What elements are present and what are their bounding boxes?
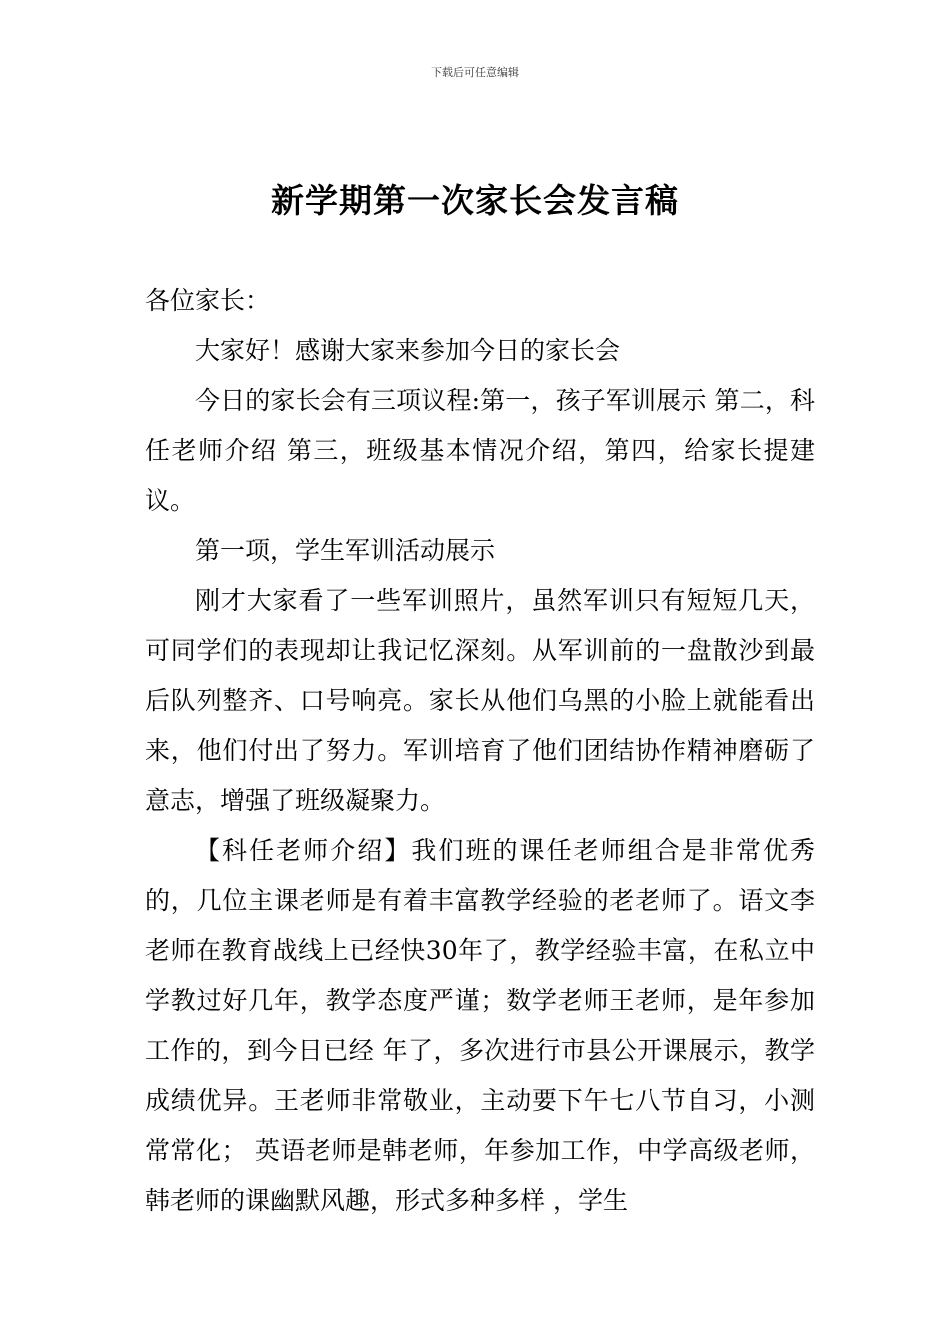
paragraph-section-heading: 第一项，学生军训活动展示 [195,536,496,565]
paragraph-opening: 大家好！感谢大家来参加今日的家长会 [195,336,621,365]
paragraph-teacher-intro: 【科任老师介绍】我们班的课任老师组合是非常优秀的，几位主课老师是有着丰富教学经验的老老师了。语文李老师在教育战线上已经快30年了，教学经验丰富，在私立中学教过好几年，教学态度严谨；数学老师王老师，是年参加工作的，到今日已经 年了，多次进行市县公开课展示，教学成绩优异。王老师非常敬业，主动要下午七八节自习，小测常常化； 英语老师是韩老师，年参加工作，中学高级老师，韩老师的课幽默风趣，形式多种多样 ，学生 [145,836,815,1215]
paragraph-military-training: 刚才大家看了一些军训照片，虽然军训只有短短几天，可同学们的表现却让我记忆深刻。从军训前的一盘散沙到最后队列整齐、口号响亮。家长从他们乌黑的小脸上就能看出来，他们付出了努力。军训培育了他们团结协作精神磨砺了意志，增强了班级凝聚力。 [145,586,815,815]
paragraph-agenda: 今日的家长会有三项议程:第一，孩子军训展示 第二，科任老师介绍 第三，班级基本情况介绍，第四，给家长提建议。 [145,386,815,515]
greeting: 各位家长： [145,286,271,315]
header-note: 下载后可任意编辑 [431,66,519,79]
document-title: 新学期第一次家长会发言稿 [271,181,679,220]
document-body [145,276,815,1226]
